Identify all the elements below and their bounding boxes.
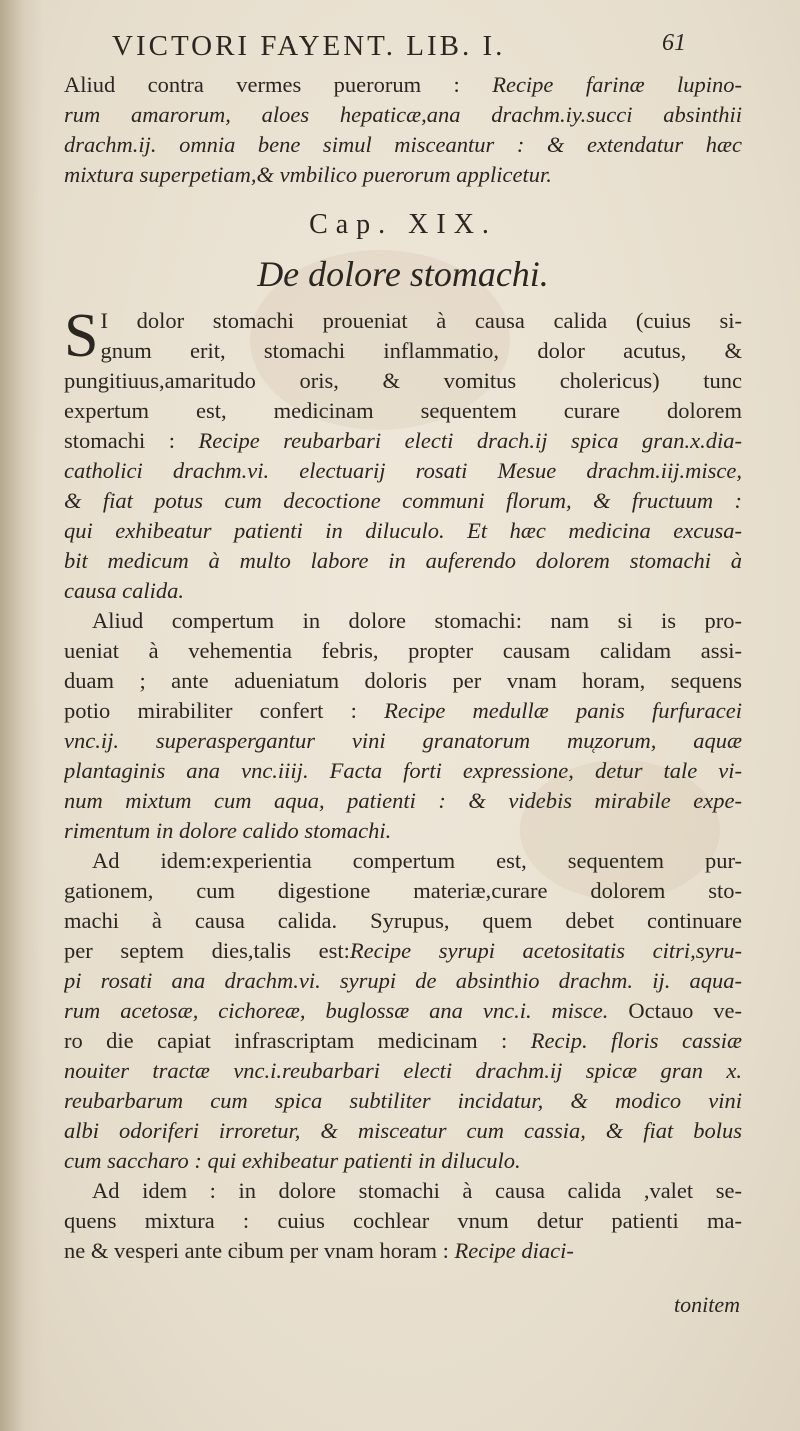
text-line	[64, 1146, 742, 1176]
roman-text: pungitiuus,amaritudo oris, & vomitus cholericus) tunc	[64, 368, 742, 393]
text-line	[64, 1116, 742, 1146]
roman-text: gnum erit, stomachi inflammatio, dolor acutus, &	[100, 338, 742, 363]
text-line	[64, 70, 742, 100]
text-line	[64, 636, 742, 666]
italic-text: pi rosati ana drachm.vi. syrupi de absinthio drachm. ij. aqua-	[64, 968, 742, 993]
italic-text: & fiat potus cum decoctione communi florum, & fructuum :	[64, 488, 742, 513]
text-line	[64, 906, 742, 936]
page-number: 61	[662, 30, 686, 56]
roman-text: stomachi :	[64, 428, 199, 453]
italic-text: vnc.ij. superaspergantur vini granatorum mu̜zorum, aquæ	[64, 728, 742, 753]
paragraph	[64, 846, 742, 1176]
text-line	[64, 936, 742, 966]
italic-text: plantaginis ana vnc.iiij. Facta forti expressione, detur tale vi-	[64, 758, 742, 783]
text-line	[64, 546, 742, 576]
italic-text: cum saccharo : qui exhibeatur patienti in diluculo.	[64, 1148, 521, 1173]
italic-text: rum acetosæ, cichoreæ, buglossæ ana vnc.i. misce.	[64, 998, 629, 1023]
text-line	[64, 966, 742, 996]
text-line	[64, 456, 742, 486]
italic-text: rum amarorum, aloes hepaticæ,ana drachm.iy.succi absinthii	[64, 102, 742, 127]
paragraph	[64, 1176, 742, 1266]
italic-text: Recipe farinæ lupino-	[492, 72, 742, 97]
text-line	[64, 786, 742, 816]
text-line	[64, 396, 742, 426]
text-line	[64, 1026, 742, 1056]
text-line	[64, 1236, 742, 1266]
roman-text: gationem, cum digestione materiæ,curare dolorem sto-	[64, 878, 742, 903]
italic-text: Recipe diaci-	[454, 1238, 574, 1263]
text-line	[100, 306, 742, 336]
italic-text: num mixtum cum aqua, patienti : & videbis mirabile expe-	[64, 788, 742, 813]
text-line	[64, 1206, 742, 1236]
text-line	[64, 726, 742, 756]
text-line	[64, 666, 742, 696]
roman-text: Aliud contra vermes puerorum :	[64, 72, 493, 97]
text-line	[64, 816, 742, 846]
roman-text: Ad idem : in dolore stomachi à causa calida ,valet se-	[92, 1178, 742, 1203]
chapter-heading: Cap. XIX.	[309, 209, 497, 240]
roman-text: expertum est, medicinam sequentem curare dolorem	[64, 398, 742, 423]
text-line	[64, 876, 742, 906]
italic-text: qui exhibeatur patienti in diluculo. Et hæc medicina excusa-	[64, 518, 742, 543]
text-line	[64, 696, 742, 726]
roman-text: ro die capiat infrascriptam medicinam :	[64, 1028, 531, 1053]
italic-text: bit medicum à multo labore in auferendo dolorem stomachi à	[64, 548, 742, 573]
roman-text: Aliud compertum in dolore stomachi: nam si is pro-	[92, 608, 742, 633]
italic-text: catholici drachm.vi. electuarij rosati Mesue drachm.iij.misce,	[64, 458, 742, 483]
text-line	[64, 366, 742, 396]
italic-text: Recipe syrupi acetositatis citri,syru-	[349, 938, 742, 963]
italic-text: rimentum in dolore calido stomachi.	[64, 818, 392, 843]
text-line	[64, 1056, 742, 1086]
text-line	[64, 100, 742, 130]
roman-text: Octauo ve-	[628, 998, 742, 1023]
text-line	[64, 426, 742, 456]
text-line	[64, 996, 742, 1026]
roman-text: machi à causa calida. Syrupus, quem debet continuare	[64, 908, 742, 933]
italic-text: drachm.ij. omnia bene simul misceantur : & extendatur hæc	[64, 132, 742, 157]
running-header	[112, 30, 686, 63]
italic-text: albi odoriferi irroretur, & misceatur cum cassia, & fiat bolus	[64, 1118, 742, 1143]
paragraph	[64, 70, 742, 190]
italic-text: mixtura superpetiam,& vmbilico puerorum applicetur.	[64, 162, 552, 187]
roman-text: Ad idem:experientia compertum est, sequentem pur-	[92, 848, 742, 873]
roman-text: ne & vesperi ante cibum per vnam horam :	[64, 1238, 455, 1263]
italic-text: nouiter tractæ vnc.i.reubarbari electi drachm.ij spicæ gran x.	[64, 1058, 742, 1083]
text-line	[64, 1176, 742, 1206]
page-gutter-shadow	[0, 0, 44, 1431]
italic-text: Recipe medullæ panis furfuracei	[384, 698, 742, 723]
italic-text: reubarbarum cum spica subtiliter incidatur, & modico vini	[64, 1088, 742, 1113]
paragraph	[64, 606, 742, 846]
roman-text: potio mirabiliter confert :	[64, 698, 385, 723]
roman-text: quens mixtura : cuius cochlear vnum detur patienti ma-	[64, 1208, 742, 1233]
drop-capital: S	[64, 302, 99, 370]
running-title: VICTORI FAYENT. LIB. I.	[112, 30, 506, 62]
italic-text: Recipe reubarbari electi drach.ij spica gran.x.dia-	[198, 428, 742, 453]
roman-text: duam ; ante adueniatum doloris per vnam horam, sequens	[64, 668, 742, 693]
text-line	[64, 486, 742, 516]
italic-text: Recip. floris cassiæ	[530, 1028, 742, 1053]
text-line	[64, 846, 742, 876]
text-line	[64, 756, 742, 786]
text-line	[64, 1086, 742, 1116]
text-line	[64, 576, 742, 606]
italic-text: causa calida.	[64, 578, 184, 603]
text-line	[64, 516, 742, 546]
body-text	[64, 70, 742, 1266]
roman-text: per septem dies,talis est:	[64, 938, 350, 963]
roman-text: I dolor stomachi proueniat à causa calida (cuius si-	[100, 308, 742, 333]
text-line	[100, 336, 742, 366]
text-line	[64, 160, 742, 190]
text-line	[64, 606, 742, 636]
catchword: tonitem	[674, 1292, 740, 1317]
paragraph	[64, 302, 742, 606]
roman-text: ueniat à vehementia febris, propter causam calidam assi-	[64, 638, 742, 663]
text-line	[64, 130, 742, 160]
chapter-title: De dolore stomachi.	[257, 254, 549, 294]
